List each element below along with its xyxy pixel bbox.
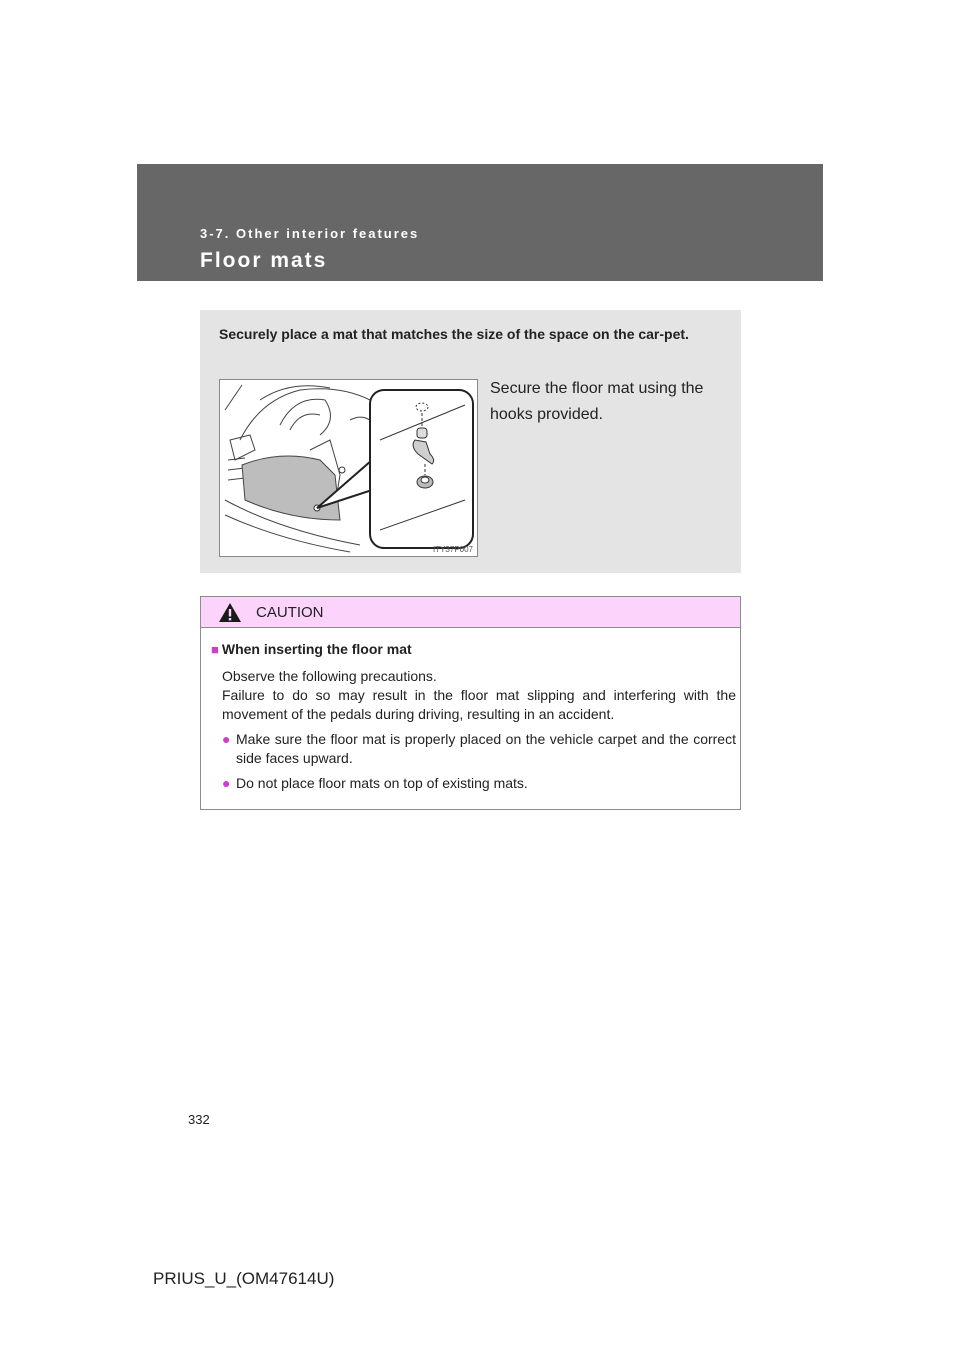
figure-code: ITY37P007 <box>432 545 473 554</box>
caution-box <box>200 596 741 810</box>
intro-text: Securely place a mat that matches the size of the space on the car-pet. <box>219 326 689 342</box>
caution-paragraph-2: Failure to do so may result in the floor mat slipping and interfering with the movement of the pedals during driving, resulting in an accident. <box>222 687 736 722</box>
warning-triangle-icon <box>218 602 242 623</box>
caution-bullet-text: Do not place floor mats on top of existing mats. <box>236 775 528 791</box>
caution-body <box>211 640 736 799</box>
page-number: 332 <box>188 1112 210 1127</box>
header-band <box>137 164 823 281</box>
floor-mat-drawing <box>220 380 477 556</box>
info-box <box>200 310 741 573</box>
caution-bullet-item <box>222 730 736 768</box>
caution-subheading <box>211 640 736 659</box>
caution-header <box>201 597 740 628</box>
caution-label: CAUTION <box>256 604 324 621</box>
floor-mat-illustration <box>219 379 478 557</box>
caution-subheading-text: When inserting the floor mat <box>221 641 412 657</box>
document-code: PRIUS_U_(OM47614U) <box>153 1269 335 1288</box>
instruction-text: Secure the floor mat using the hooks provided. <box>490 380 704 423</box>
section-label: 3-7. Other interior features <box>200 226 420 241</box>
circle-bullet-icon: ● <box>222 731 231 747</box>
caution-bullet-text: Make sure the floor mat is properly placed on the vehicle carpet and the correct side faces upward. <box>236 731 736 766</box>
caution-paragraph-1: Observe the following precautions. <box>222 668 437 684</box>
circle-bullet-icon: ● <box>222 775 231 791</box>
square-bullet-icon: ■ <box>211 642 219 657</box>
caution-bullet-item <box>222 774 736 793</box>
page-title: Floor mats <box>200 249 328 272</box>
